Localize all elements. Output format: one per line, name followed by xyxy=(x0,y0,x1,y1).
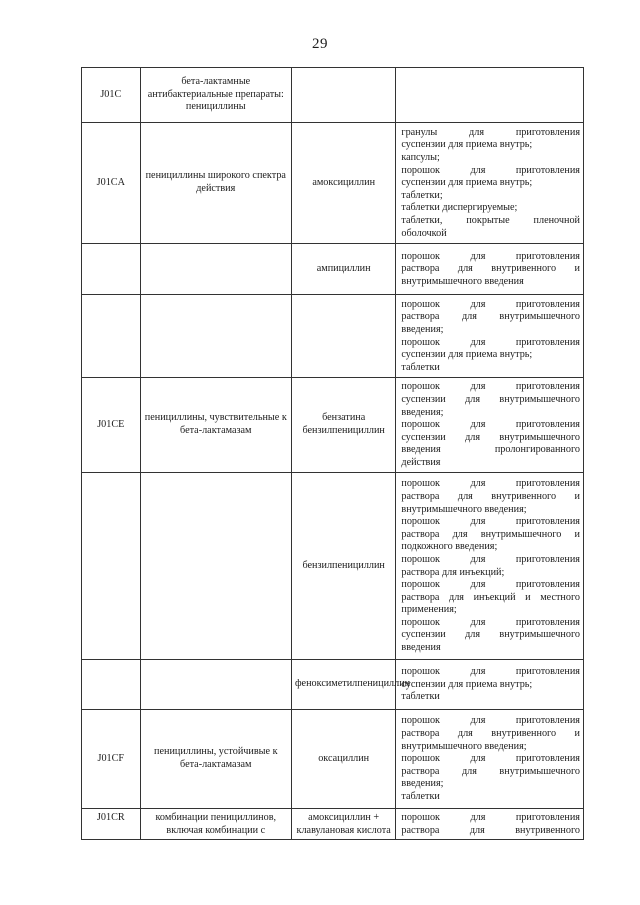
table-row xyxy=(82,473,584,660)
table-row xyxy=(82,710,584,809)
dosage-form-line: порошок для приготовления xyxy=(401,715,580,727)
table-body xyxy=(82,68,584,840)
dosage-form-line: подкожного введения; xyxy=(401,541,498,553)
dosage-form-cell xyxy=(396,123,584,244)
dosage-form-line: таблетки диспергируемые; xyxy=(401,202,518,214)
dosage-form-line: суспензии для внутримышечного xyxy=(401,394,580,406)
dosage-form-line: таблетки xyxy=(401,790,440,802)
dosage-form-line: порошок для приготовления xyxy=(401,250,580,262)
drug-name-cell: ампициллин xyxy=(291,244,395,295)
dosage-form-line: порошок для приготовления xyxy=(401,419,580,431)
dosage-form-line: таблетки xyxy=(401,361,440,373)
table-row xyxy=(82,809,584,840)
dosage-form-line: введения; xyxy=(401,323,444,335)
atc-code-cell xyxy=(82,244,141,295)
dosage-form-cell xyxy=(396,244,584,295)
atc-code-cell xyxy=(82,660,141,710)
atc-code-cell: J01CE xyxy=(82,378,141,473)
dosage-form-line: раствора для внутривенного и xyxy=(401,490,580,502)
dosage-form-line: порошок для приготовления xyxy=(401,753,580,765)
dosage-form-line: таблетки xyxy=(401,691,440,703)
dosage-form-line: порошок для приготовления xyxy=(401,666,580,678)
dosage-form-line: раствора для внутривенного и xyxy=(401,263,580,275)
dosage-form-cell xyxy=(396,378,584,473)
atc-code-cell: J01CF xyxy=(82,710,141,809)
dosage-form-line: гранулы для приготовления xyxy=(401,126,580,138)
dosage-form-line: применения; xyxy=(401,604,457,616)
dosage-form-line: раствора для внутримышечного xyxy=(401,311,580,323)
dosage-form-line: введения пролонгированного xyxy=(401,444,580,456)
dosage-form-line: порошок для приготовления xyxy=(401,579,580,591)
dosage-form-line: суспензии для приема внутрь; xyxy=(401,139,533,151)
page-number: 29 xyxy=(312,36,328,52)
dosage-form-line: таблетки, покрытые пленочной xyxy=(401,214,580,226)
atc-code-cell: J01CR xyxy=(82,809,141,840)
table-row xyxy=(82,244,584,295)
dosage-form-line: внутримышечного введения; xyxy=(401,503,527,515)
dosage-form-line: капсулы; xyxy=(401,152,440,164)
pharmacological-group-cell xyxy=(140,295,291,378)
table-row xyxy=(82,378,584,473)
dosage-form-line: раствора для внутривенного и xyxy=(401,728,580,740)
dosage-form-line: раствора для инъекций; xyxy=(401,566,505,578)
dosage-form-line: таблетки; xyxy=(401,189,443,201)
dosage-form-line: порошок для приготовления xyxy=(401,298,580,310)
table-row xyxy=(82,295,584,378)
dosage-form-line: раствора для внутримышечного xyxy=(401,765,580,777)
drug-name-cell: оксациллин xyxy=(291,710,395,809)
drug-name-cell: бензилпенициллин xyxy=(291,473,395,660)
dosage-form-line: порошок для приготовления xyxy=(401,478,580,490)
drug-name-cell xyxy=(291,68,395,123)
pharmacological-group-cell: пенициллины широкого спектра действия xyxy=(140,123,291,244)
dosage-form-cell xyxy=(396,68,584,123)
dosage-form-line: порошок для приготовления xyxy=(401,164,580,176)
dosage-form-line: раствора для внутримышечного и xyxy=(401,528,580,540)
atc-code-cell: J01C xyxy=(82,68,141,123)
drug-name-cell: амоксициллин xyxy=(291,123,395,244)
dosage-form-cell xyxy=(396,809,584,840)
atc-code-cell xyxy=(82,473,141,660)
dosage-form-line: раствора для инъекций и местного xyxy=(401,591,580,603)
pharmacological-group-cell xyxy=(140,473,291,660)
dosage-form-line: порошок для приготовления xyxy=(401,616,580,628)
dosage-form-line: внутримышечного введения; xyxy=(401,740,527,752)
drug-name-cell: феноксиметилпенициллин xyxy=(291,660,395,710)
drug-name-cell: бензатина бензилпенициллин xyxy=(291,378,395,473)
dosage-form-line: суспензии для приема внутрь; xyxy=(401,349,533,361)
dosage-form-cell xyxy=(396,295,584,378)
dosage-form-line: внутримышечного введения xyxy=(401,275,524,287)
dosage-form-line: порошок для приготовления xyxy=(401,381,580,393)
dosage-form-line: порошок для приготовления xyxy=(401,812,580,823)
dosage-form-line: оболочкой xyxy=(401,227,447,239)
pharmacological-group-cell: пенициллины, чувствительные к бета-лактамазам xyxy=(140,378,291,473)
drug-name-cell xyxy=(291,295,395,378)
dosage-form-line: действия xyxy=(401,456,441,468)
dosage-form-line: порошок для приготовления xyxy=(401,553,580,565)
dosage-form-line: суспензии для приема внутрь; xyxy=(401,678,533,690)
drug-name-cell: амоксициллин + клавулановая кислота xyxy=(291,809,395,840)
table-row xyxy=(82,660,584,710)
medication-table xyxy=(81,67,584,840)
dosage-form-line: порошок для приготовления xyxy=(401,516,580,528)
dosage-form-cell xyxy=(396,473,584,660)
dosage-form-line: раствора для внутривенного xyxy=(401,824,580,836)
dosage-form-line: суспензии для внутримышечного xyxy=(401,431,580,443)
dosage-form-cell xyxy=(396,660,584,710)
pharmacological-group-cell: комбинации пенициллинов, включая комбинации с xyxy=(140,809,291,840)
table-row xyxy=(82,123,584,244)
dosage-form-line: введения; xyxy=(401,406,444,418)
dosage-form-line: суспензии для внутримышечного xyxy=(401,629,580,641)
atc-code-cell xyxy=(82,295,141,378)
atc-code-cell: J01CA xyxy=(82,123,141,244)
pharmacological-group-cell xyxy=(140,660,291,710)
table-row xyxy=(82,68,584,123)
dosage-form-line: введения xyxy=(401,642,441,654)
pharmacological-group-cell xyxy=(140,244,291,295)
pharmacological-group-cell: бета-лактамные антибактериальные препараты: пенициллины xyxy=(140,68,291,123)
pharmacological-group-cell: пенициллины, устойчивые к бета-лактамазам xyxy=(140,710,291,809)
dosage-form-cell xyxy=(396,710,584,809)
dosage-form-line: суспензии для приема внутрь; xyxy=(401,177,533,189)
dosage-form-line: порошок для приготовления xyxy=(401,336,580,348)
dosage-form-line: введения; xyxy=(401,778,444,790)
